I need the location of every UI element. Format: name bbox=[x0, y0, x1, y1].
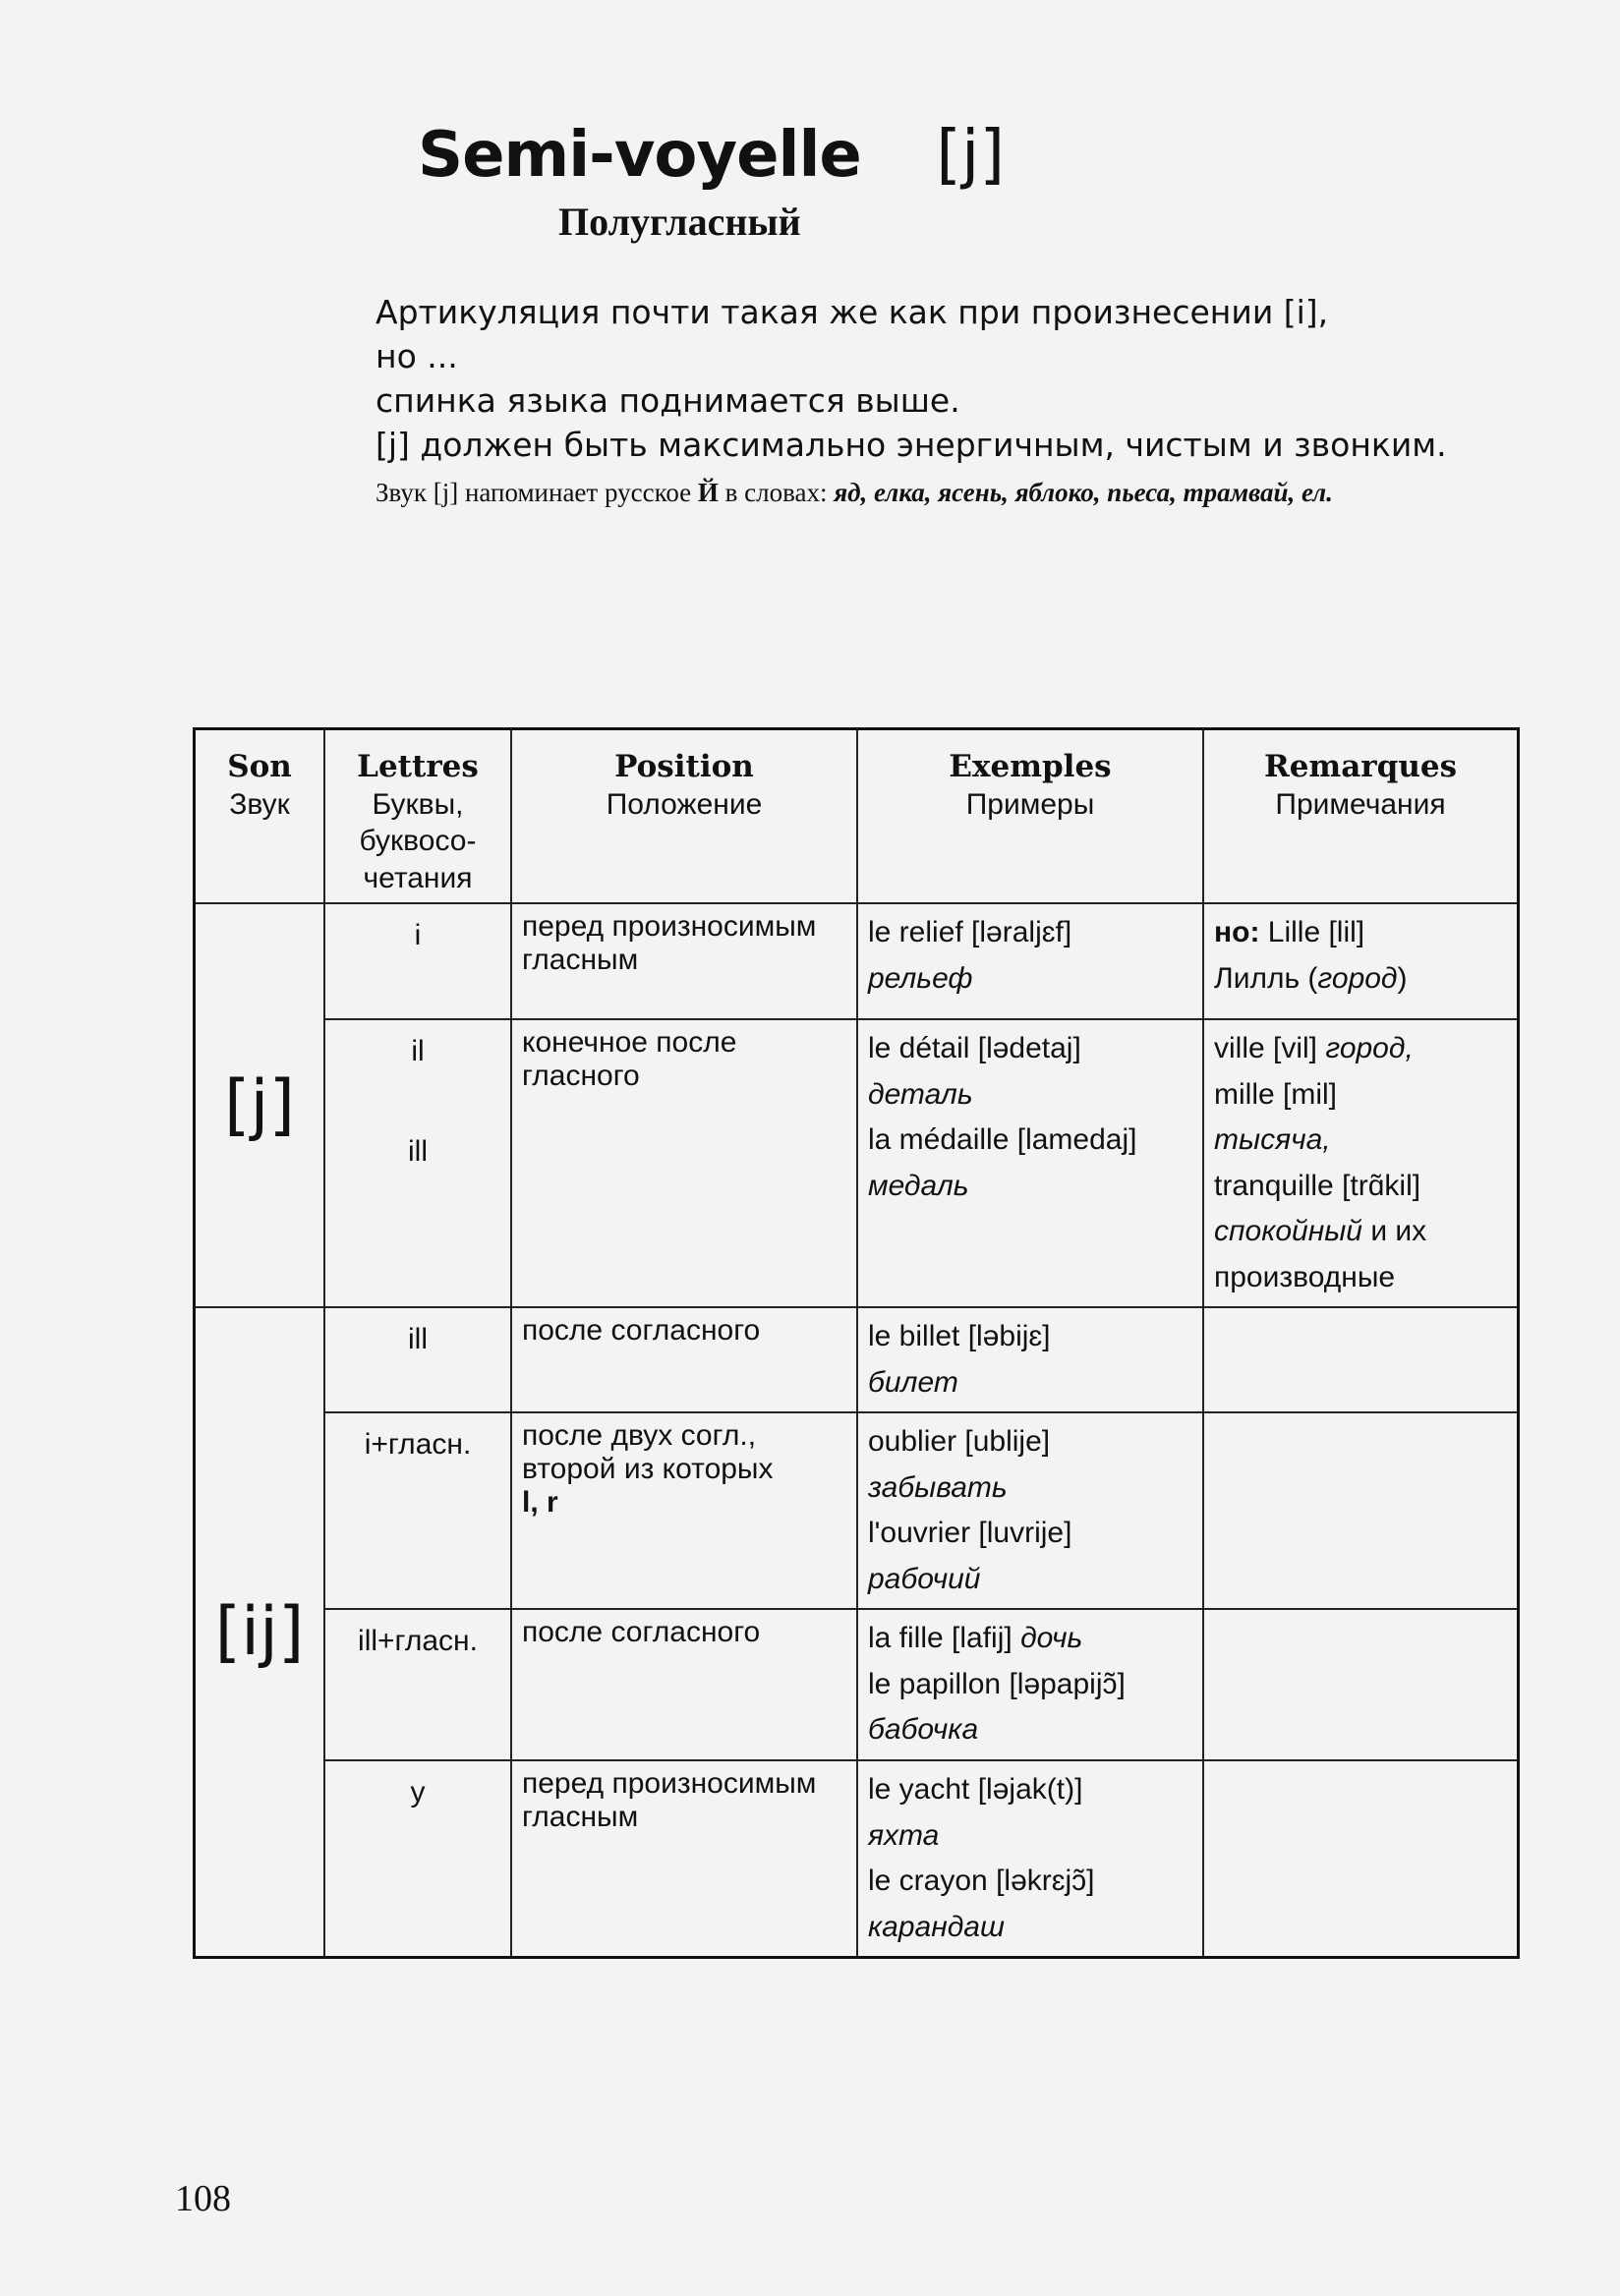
intro-line-1: Артикуляция почти такая же как при произнесении [i], bbox=[376, 293, 1329, 331]
intro-line-2: но ... bbox=[376, 336, 458, 375]
table-header-row bbox=[195, 729, 1519, 904]
table-row bbox=[195, 1307, 1519, 1412]
page-subtitle: Полугласный bbox=[558, 200, 801, 244]
table-row bbox=[195, 903, 1519, 1019]
header-exemples-fr: Exemples bbox=[949, 749, 1112, 784]
header-son-fr: Son bbox=[227, 749, 292, 784]
example-fr: la médaille [lamedaj] bbox=[868, 1123, 1137, 1157]
header-son-ru: Звук bbox=[229, 787, 290, 821]
header-lettres-ru: Буквы, буквосо-четания bbox=[359, 787, 477, 894]
remarks-cell bbox=[1203, 1412, 1519, 1609]
letters-value: il bbox=[411, 1035, 425, 1068]
remark-italic: город bbox=[1317, 961, 1398, 995]
intro-line-5 bbox=[376, 472, 1496, 514]
remark-text: ville [vil] bbox=[1214, 1032, 1326, 1065]
header-position-ru: Положение bbox=[606, 787, 763, 821]
remarks-cell bbox=[1203, 1760, 1519, 1958]
position-cell: конечное после гласного bbox=[511, 1019, 857, 1307]
header-exemples bbox=[857, 729, 1203, 904]
examples-cell bbox=[857, 1609, 1203, 1760]
table-row bbox=[195, 1412, 1519, 1609]
letters-cell: i+гласн. bbox=[324, 1412, 511, 1609]
remark-text: Лилль ( bbox=[1214, 961, 1318, 995]
example-ru: деталь bbox=[868, 1077, 973, 1111]
page-title: Semi-voyelle bbox=[418, 119, 861, 192]
sound-cell-j: [j] bbox=[195, 903, 325, 1307]
letters-cell: y bbox=[324, 1760, 511, 1958]
example-fr: oublier [ublije] bbox=[868, 1425, 1051, 1459]
position-cell: после согласного bbox=[511, 1609, 857, 1760]
remarks-cell bbox=[1203, 903, 1519, 1019]
example-ru: забывать bbox=[868, 1470, 1008, 1504]
examples-cell bbox=[857, 1412, 1203, 1609]
example-fr: le relief [ləraljɛf] bbox=[868, 916, 1072, 949]
example-fr: la fille [lafij] bbox=[868, 1622, 1021, 1655]
example-fr: le détail [lədetaj] bbox=[868, 1032, 1081, 1065]
letters-cell: ill bbox=[324, 1307, 511, 1412]
remarks-cell bbox=[1203, 1307, 1519, 1412]
intro-line-5-words: яд, елка, ясень, яблоко, пьеса, трамвай, ел. bbox=[834, 477, 1333, 507]
example-fr: le papillon [ləpapijɔ̃] bbox=[868, 1667, 1126, 1700]
header-remarques bbox=[1203, 729, 1519, 904]
position-letters: l, r bbox=[522, 1486, 558, 1520]
position-cell: перед произносимым гласным bbox=[511, 903, 857, 1019]
remark-italic: спокойный bbox=[1214, 1215, 1362, 1248]
header-lettres bbox=[324, 729, 511, 904]
letters-value: ill bbox=[408, 1135, 428, 1169]
phonetics-table bbox=[193, 727, 1520, 1959]
header-position bbox=[511, 729, 857, 904]
header-position-fr: Position bbox=[614, 749, 754, 784]
example-ru: карандаш bbox=[868, 1910, 1005, 1943]
examples-cell bbox=[857, 1307, 1203, 1412]
example-fr: l'ouvrier [luvrije] bbox=[868, 1517, 1072, 1550]
header-remarques-fr: Remarques bbox=[1263, 749, 1458, 784]
intro-line-3: спинка языка поднимается выше. bbox=[376, 380, 960, 420]
table-row bbox=[195, 1760, 1519, 1958]
intro-line-5-letter: Й bbox=[697, 477, 719, 507]
remark-text: Lille [lil] bbox=[1259, 916, 1365, 949]
header-lettres-fr: Lettres bbox=[357, 749, 479, 784]
example-ru: дочь bbox=[1020, 1622, 1083, 1655]
example-fr: le billet [ləbijɛ] bbox=[868, 1320, 1051, 1353]
position-cell bbox=[511, 1412, 857, 1609]
remark-text: mille [mil] bbox=[1214, 1077, 1337, 1111]
example-ru: яхта bbox=[868, 1818, 940, 1852]
position-cell: перед произносимым гласным bbox=[511, 1760, 857, 1958]
remark-text: tranquille [trɑ̃kil] bbox=[1214, 1169, 1421, 1202]
position-cell: после согласного bbox=[511, 1307, 857, 1412]
remark-text: ) bbox=[1397, 961, 1408, 995]
remark-label: но: bbox=[1214, 916, 1260, 949]
header-son bbox=[195, 729, 325, 904]
letters-cell: i bbox=[324, 903, 511, 1019]
example-ru: медаль bbox=[868, 1169, 969, 1202]
page-number: 108 bbox=[175, 2178, 231, 2219]
intro-line-5-text: Звук [j] напоминает русское bbox=[376, 477, 698, 507]
title-phonetic-symbol: [j] bbox=[936, 116, 1006, 192]
examples-cell bbox=[857, 903, 1203, 1019]
remark-italic: город, bbox=[1325, 1032, 1414, 1065]
header-remarques-ru: Примечания bbox=[1275, 787, 1446, 821]
header-exemples-ru: Примеры bbox=[965, 787, 1095, 821]
example-ru: билет bbox=[868, 1365, 958, 1399]
sound-cell-ij: [ij] bbox=[195, 1307, 325, 1958]
table-row bbox=[195, 1609, 1519, 1760]
remarks-cell bbox=[1203, 1609, 1519, 1760]
example-ru: бабочка bbox=[868, 1713, 979, 1747]
position-text: после двух согл., второй из которых bbox=[522, 1419, 774, 1486]
remark-text: и их производные bbox=[1214, 1215, 1427, 1293]
remark-italic: тысяча, bbox=[1214, 1123, 1331, 1157]
examples-cell bbox=[857, 1019, 1203, 1307]
examples-cell bbox=[857, 1760, 1203, 1958]
example-ru: рабочий bbox=[868, 1562, 981, 1595]
title-row bbox=[418, 116, 1005, 192]
example-fr: le yacht [ləjak(t)] bbox=[868, 1773, 1083, 1807]
table-row bbox=[195, 1019, 1519, 1307]
letters-cell bbox=[324, 1019, 511, 1307]
intro-text bbox=[376, 291, 1496, 514]
remarks-cell bbox=[1203, 1019, 1519, 1307]
intro-line-5-mid: в словах: bbox=[718, 477, 835, 507]
example-ru: рельеф bbox=[868, 961, 973, 995]
letters-cell: ill+гласн. bbox=[324, 1609, 511, 1760]
example-fr: le crayon [ləkrɛjɔ̃] bbox=[868, 1865, 1095, 1898]
intro-line-4: [j] должен быть максимально энергичным, чистым и звонким. bbox=[376, 425, 1447, 464]
